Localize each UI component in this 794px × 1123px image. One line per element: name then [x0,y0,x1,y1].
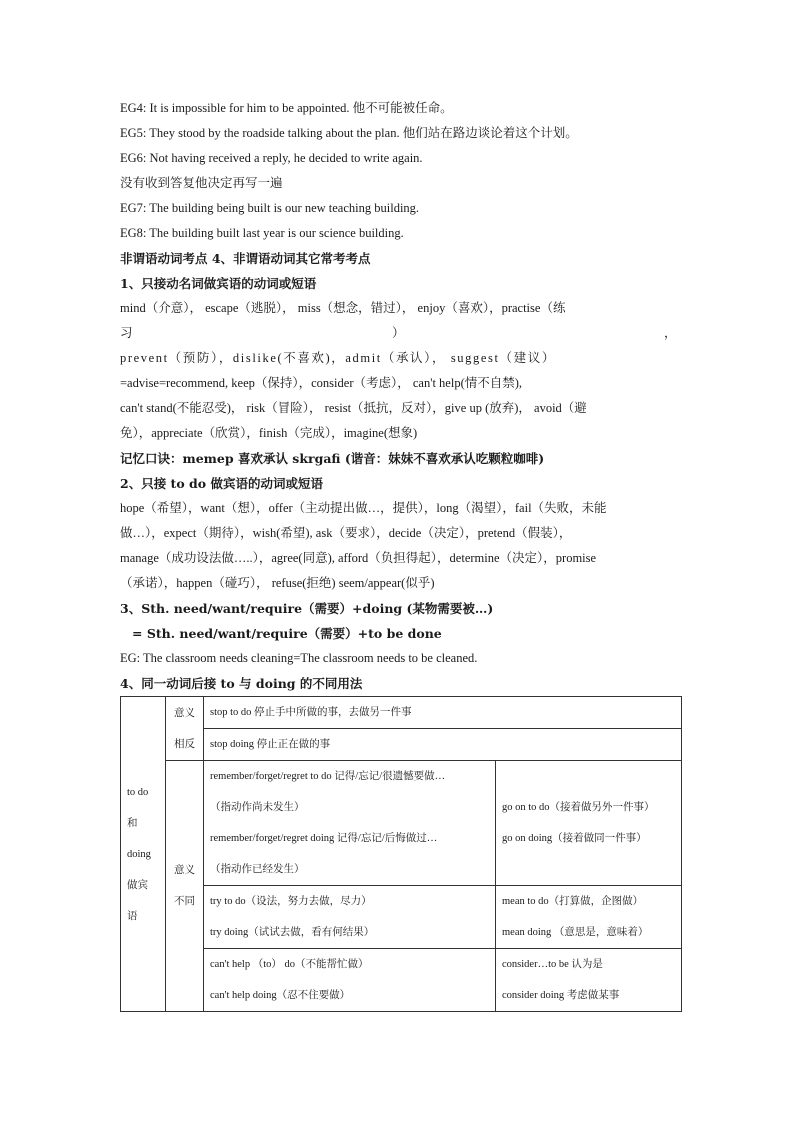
remember-cell [204,761,496,886]
infinitive-line-3: manage（成功设法做…..），agree(同意), afford（负担得起），determine（决定），promise [120,551,597,565]
table-row [121,729,682,761]
left-label-line: to do [127,786,149,798]
cant-help-to-do: can't help （to） do（不能帮忙做） [210,959,369,970]
example-eg7: EG7: The building being built is our new teaching building. [120,201,420,215]
table-row [121,949,682,1012]
example-eg4: EG4: It is impossible for him to be appointed. 他不可能被任命。 [120,101,453,115]
gerund-mnemonic: 记忆口诀：memep 喜欢承认 skrgafi (谐音：妹妹不喜欢承认吃颗粒咖啡) [120,451,545,466]
similar-label-line: 相反 [174,738,195,750]
left-label-line: doing [127,848,151,860]
gerund-line-2-end: ， [664,326,677,340]
go-on-to-do: go on to do（接着做另外一件事） [502,802,655,813]
different-label-cell [166,761,204,1012]
stop-doing-cell: stop doing 停止正在做的事 [204,729,682,761]
example-eg6-translation: 没有收到答复他决定再写一遍 [120,176,283,190]
need-heading: 3、Sth. need/want/require（需要）+doing (某物需要被…) [120,601,494,616]
try-to-do: try to do（设法，努力去做，尽力） [210,896,372,907]
remember-doing: remember/forget/regret doing 记得/忘记/后悔做过… [210,833,438,844]
infinitive-line-2: 做…），expect（期待），wish(希望), ask（要求），decide（决定），pretend（假装）， [120,526,572,540]
go-on-doing: go on doing（接着做同一件事） [502,833,647,844]
example-eg6: EG6: Not having received a reply, he decided to write again. [120,151,423,165]
infinitive-line-1: hope（希望），want（想），offer（主动提出做…，提供），long（渴望），fail（失败，未能 [120,501,607,515]
document-body [120,96,680,696]
gerund-line-6: 免），appreciate（欣赏），finish（完成），imagine(想象) [120,426,418,440]
same-verb-heading: 4、同一动词后接 to 与 doing 的不同用法 [120,676,363,691]
need-equivalent: = Sth. need/want/require（需要）+to be done [132,626,442,641]
example-eg8: EG8: The building built last year is our science building. [120,226,404,240]
different-label-line: 不同 [174,896,195,907]
stop-to-do-cell: stop to do 停止手中所做的事，去做另一件事 [204,697,682,729]
mean-doing: mean doing （意思是，意味着） [502,927,649,938]
remember-doing-note: （指动作已经发生） [210,864,305,875]
left-label-line: 和 [127,817,138,829]
try-doing: try doing（试试去做，看有何结果） [210,927,375,938]
gerund-line-5: can't stand(不能忍受)， risk（冒险）， resist（抵抗，反对），give up (放弃)， avoid（避 [120,401,587,415]
remember-to-do: remember/forget/regret to do 记得/忘记/很遗憾要做… [210,771,446,782]
consider-to-be: consider…to be 认为是 [502,959,603,970]
left-label-line: 做宾 [127,879,148,891]
gerund-heading: 1、只接动名词做宾语的动词或短语 [120,276,317,291]
try-cell [204,886,496,949]
different-label-line: 意义 [174,865,195,876]
section-4-title: 非谓语动词考点 4、非谓语动词其它常考考点 [120,251,371,266]
similar-label-cell [166,697,204,761]
usage-table [120,696,682,1012]
consider-cell [496,949,682,1012]
gerund-line-2-mid: ） [392,326,405,340]
remember-to-do-note: （指动作尚未发生） [210,802,305,813]
consider-doing: consider doing 考虑做某事 [502,990,620,1001]
gerund-line-2 [120,321,680,346]
gerund-line-2-start: 习 [120,326,133,340]
mean-to-do: mean to do（打算做，企图做） [502,896,644,907]
cant-help-doing: can't help doing（忍不住要做） [210,990,351,1001]
infinitive-line-4: （承诺），happen（碰巧）， refuse(拒绝) seem/appear(似乎) [120,576,435,590]
gerund-line-4: =advise=recommend, keep（保持），consider（考虑）， can't help(情不自禁), [120,376,523,390]
gerund-line-1: mind（介意）， escape（逃脱）， miss（想念，错过）， enjoy（喜欢），practise（练 [120,301,566,315]
similar-label-line: 意义 [174,707,195,719]
example-eg5: EG5: They stood by the roadside talking about the plan. 他们站在路边谈论着这个计划。 [120,126,578,140]
mean-cell [496,886,682,949]
table-row [121,761,682,886]
left-label-cell [121,697,166,1012]
table-row [121,697,682,729]
go-on-cell [496,761,682,886]
need-example: EG: The classroom needs cleaning=The classroom needs to be cleaned. [120,651,478,665]
infinitive-heading: 2、只接 to do 做宾语的动词或短语 [120,476,323,491]
left-label-line: 语 [127,910,138,922]
cant-help-cell [204,949,496,1012]
gerund-line-3: prevent（预防），dislike(不喜欢)，admit（承认）， suggest（建议） [120,351,556,365]
table-row [121,886,682,949]
